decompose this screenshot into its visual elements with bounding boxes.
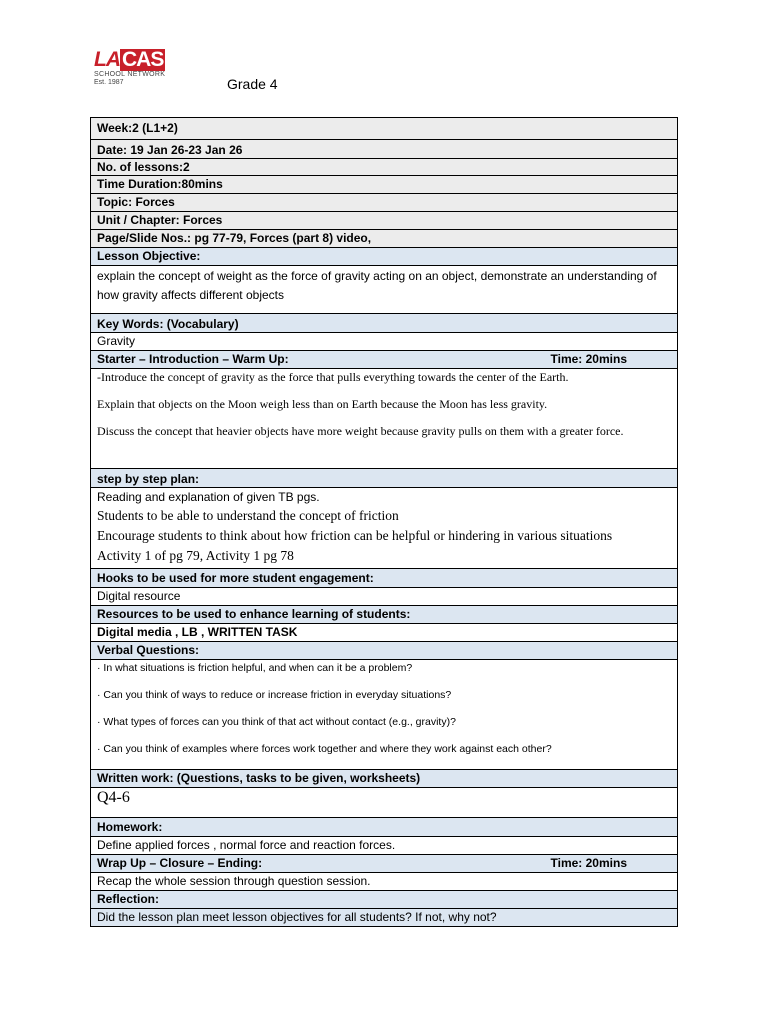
reflection-label: Reflection: [91,891,678,909]
keywords-label: Key Words: (Vocabulary) [91,314,678,333]
starter-label: Starter – Introduction – Warm Up: [97,352,289,366]
starter-header [91,351,678,369]
lesson-plan-table [90,117,678,927]
logo-established: Est. 1987 [94,79,124,86]
question-item: · Can you think of ways to reduce or increase friction in everyday situations? [97,689,452,701]
week-cell: Week:2 (L1+2) [91,118,678,140]
starter-line: -Introduce the concept of gravity as the force that pulls everything towards the center of the Earth. [97,370,569,384]
keywords-text: Gravity [91,333,678,351]
wrapup-time: Time: 20mins [550,856,627,870]
resources-label: Resources to be used to enhance learning of students: [91,606,678,624]
logo-mark [94,49,165,71]
pages-cell: Page/Slide Nos.: pg 77-79, Forces (part 8) video, [91,230,678,248]
unit-cell: Unit / Chapter: Forces [91,212,678,230]
objective-label: Lesson Objective: [91,248,678,266]
verbal-questions [91,660,678,770]
objective-content: explain the concept of weight as the force of gravity acting on an object, demonstrate an understanding of how gravity affects different objects [97,269,657,302]
logo-text-right: CAS [122,48,164,71]
written-text: Q4-6 [91,788,678,818]
hooks-label: Hooks to be used for more student engagement: [91,569,678,588]
question-item: · In what situations is friction helpful, and when can it be a problem? [97,662,413,674]
starter-line: Explain that objects on the Moon weigh less than on Earth because the Moon has less gravity. [97,397,548,411]
starter-line: Discuss the concept that heavier objects have more weight because gravity pulls on them with a greater force. [97,424,624,438]
logo-text-left: LA [94,48,120,71]
steps-first: Reading and explanation of given TB pgs. [97,490,320,504]
homework-label: Homework: [91,818,678,837]
resources-text: Digital media , LB , WRITTEN TASK [91,624,678,642]
step-line: Encourage students to think about how friction can be helpful or hindering in various situations [97,528,613,543]
starter-content [91,369,678,469]
verbal-label: Verbal Questions: [91,642,678,660]
reflection-text: Did the lesson plan meet lesson objectives for all students? If not, why not? [91,909,678,927]
hooks-text: Digital resource [91,588,678,606]
steps-content [91,488,678,569]
objective-text [91,266,678,314]
step-line: Students to be able to understand the concept of friction [97,508,399,523]
wrapup-text: Recap the whole session through question session. [91,873,678,891]
grade-title: Grade 4 [227,76,278,92]
homework-text: Define applied forces , normal force and reaction forces. [91,837,678,855]
topic-cell: Topic: Forces [91,194,678,212]
starter-time: Time: 20mins [550,352,627,366]
logo-network: SCHOOL NETWORK [94,71,166,78]
steps-label: step by step plan: [91,469,678,488]
lessons-cell: No. of lessons:2 [91,159,678,176]
date-cell: Date: 19 Jan 26-23 Jan 26 [91,140,678,159]
question-item: · What types of forces can you think of that act without contact (e.g., gravity)? [97,716,456,728]
wrapup-header [91,855,678,873]
wrapup-label: Wrap Up – Closure – Ending: [97,856,263,870]
question-item: · Can you think of examples where forces work together and where they work against each other? [97,743,552,755]
step-line: Activity 1 of pg 79, Activity 1 pg 78 [97,548,294,563]
school-logo [94,49,174,89]
written-label: Written work: (Questions, tasks to be given, worksheets) [91,770,678,788]
duration-cell: Time Duration:80mins [91,176,678,194]
